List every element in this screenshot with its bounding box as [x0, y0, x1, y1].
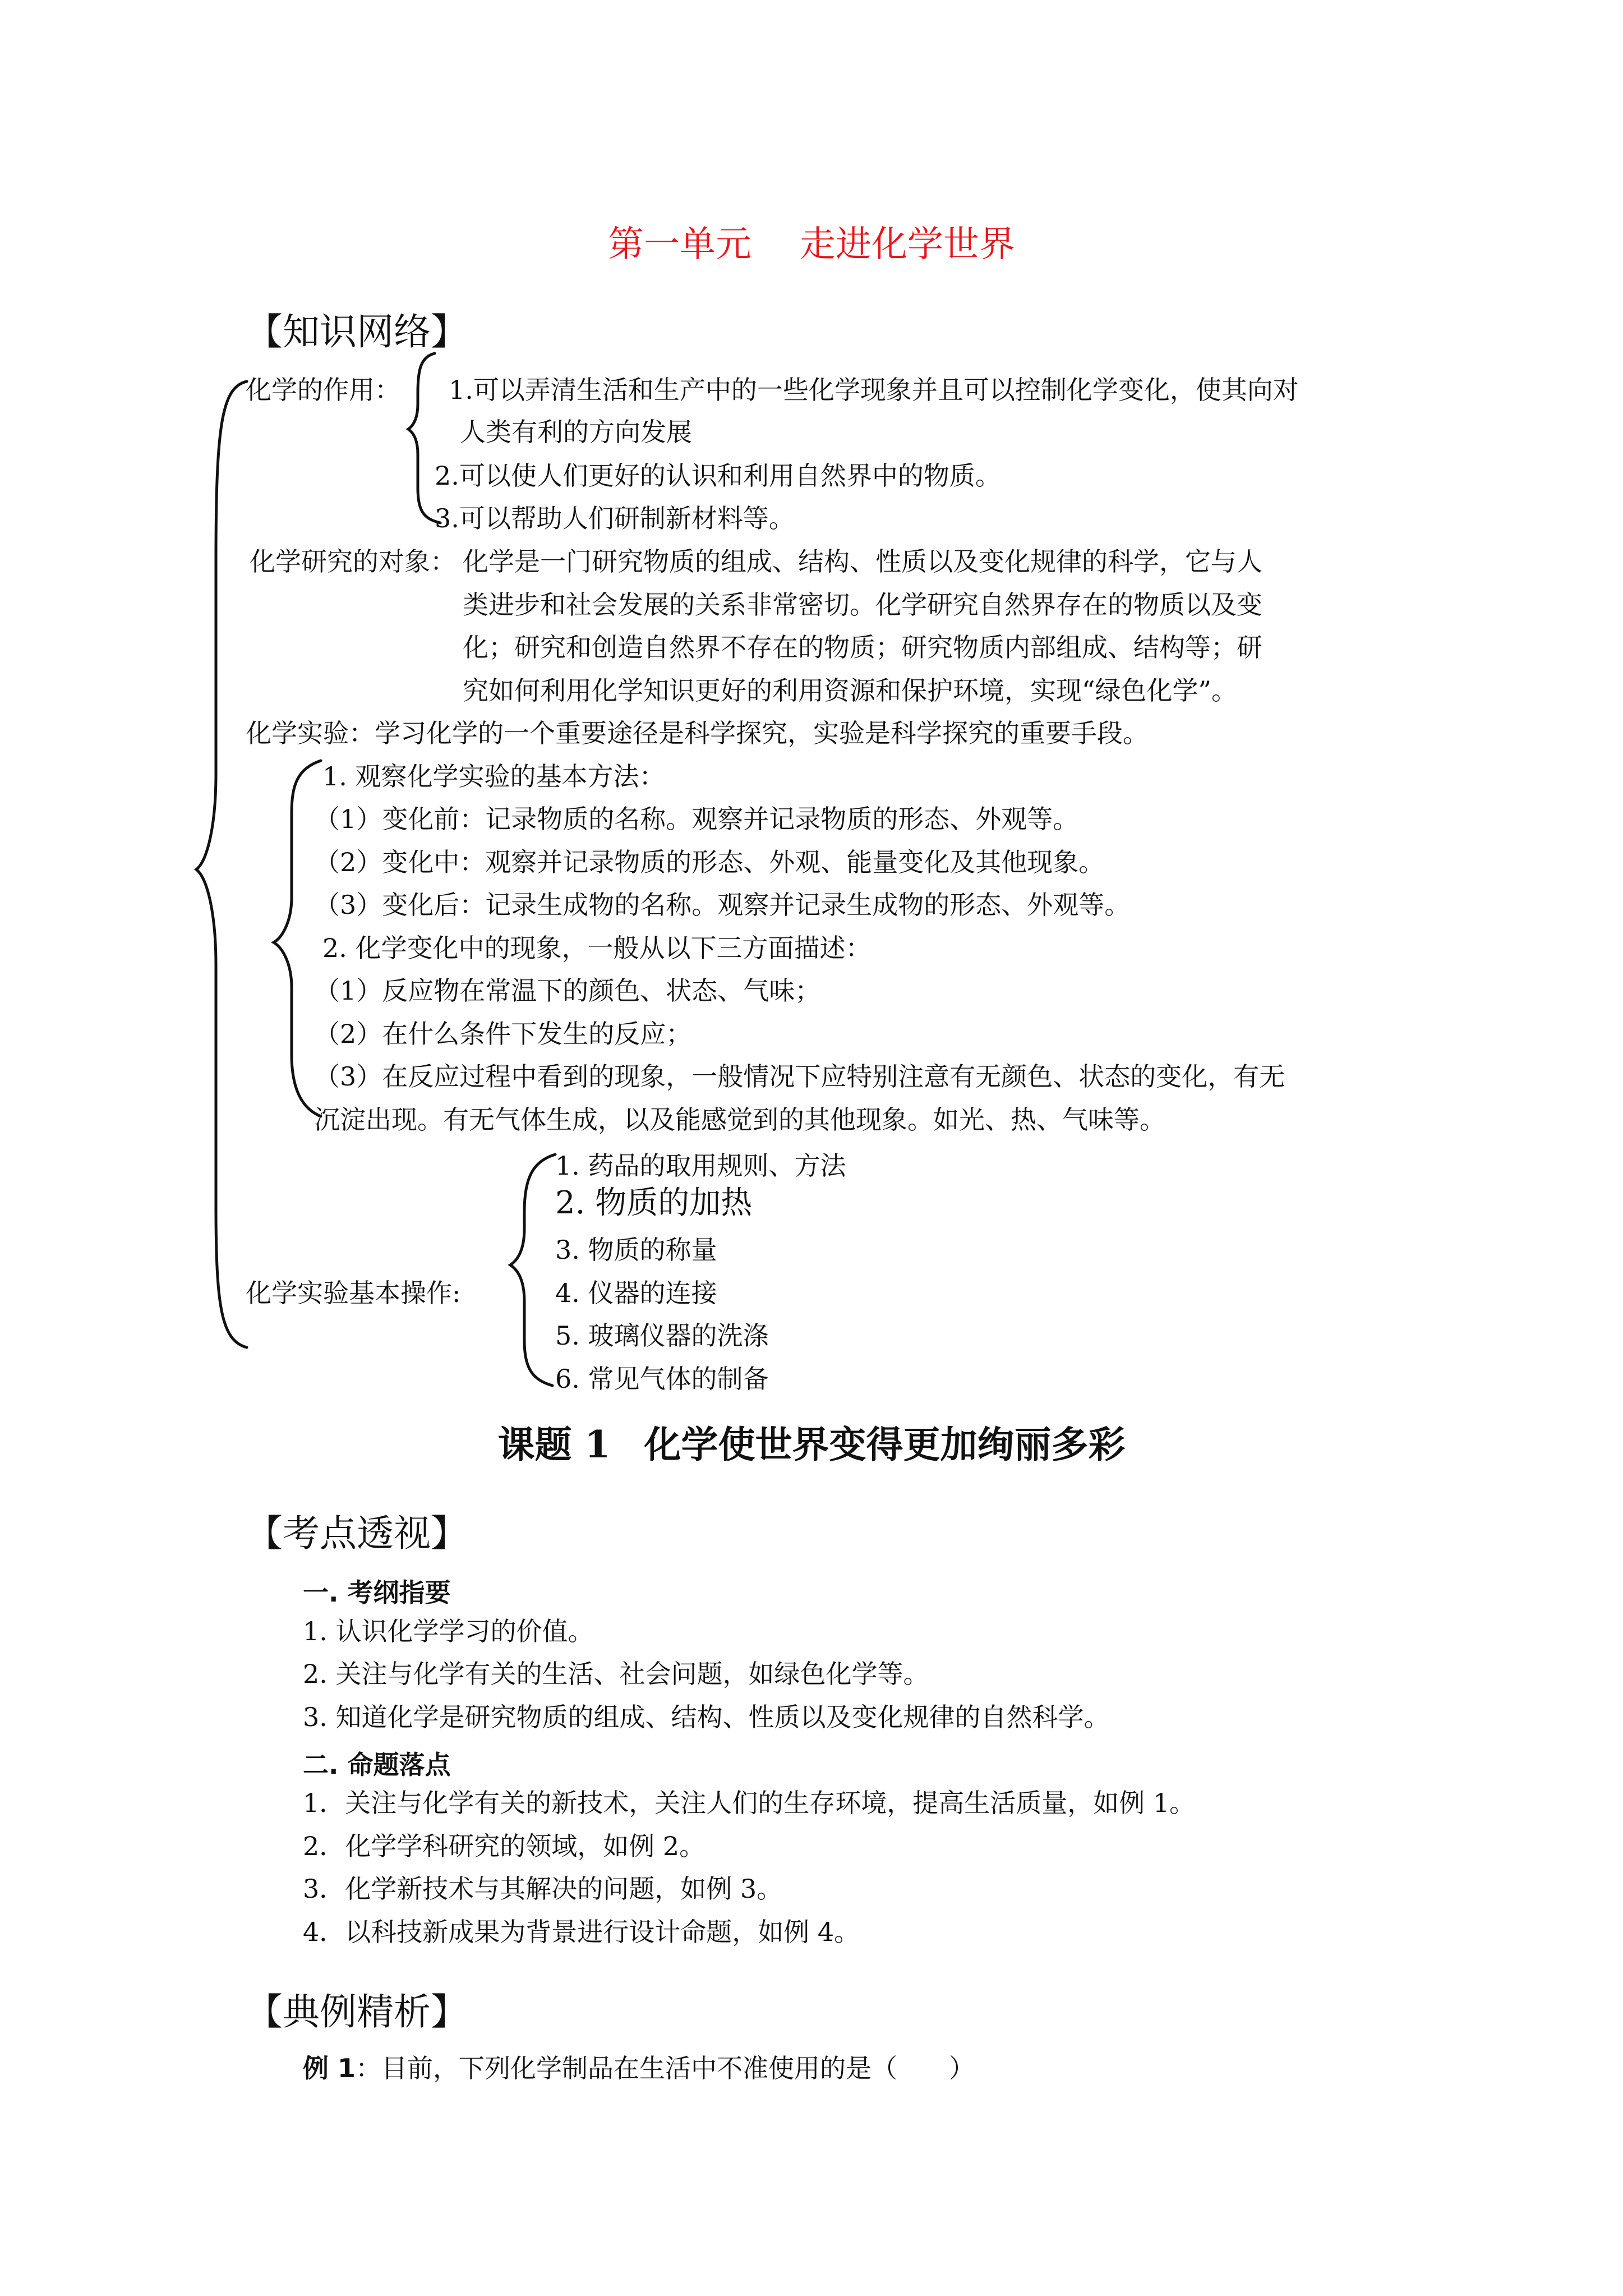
- object-line-3: 化；研究和创造自然界不存在的物质；研究物质内部组成、结构等；研: [463, 632, 1262, 662]
- outline-heading: 一. 考纲指要: [303, 1577, 451, 1608]
- main-brace: [196, 381, 247, 1347]
- role-label: 化学的作用：: [246, 375, 400, 405]
- examples-heading: 【典例精析】: [246, 1990, 468, 2033]
- operations-brace: [510, 1154, 555, 1386]
- point-item: 1．关注与化学有关的新技术，关注人们的生存环境，提高生活质量，如例 1。: [303, 1788, 1196, 1818]
- phenomena-conditions: （2）在什么条件下发生的反应；: [314, 1019, 692, 1049]
- example-1: [303, 2053, 975, 2084]
- object-line-4: 究如何利用化学知识更好的利用资源和保护环境，实现“绿色化学”。: [463, 675, 1238, 706]
- lesson-name: 化学使世界变得更加绚丽多彩: [644, 1423, 1126, 1466]
- phenomena-heading: 2. 化学变化中的现象，一般从以下三方面描述：: [322, 933, 872, 963]
- exam-focus-heading: 【考点透视】: [246, 1512, 468, 1555]
- object-line-1: 化学是一门研究物质的组成、结构、性质以及变化规律的科学，它与人: [463, 546, 1262, 577]
- knowledge-network-heading: 【知识网络】: [246, 310, 468, 353]
- role-item-3: 3.可以帮助人们研制新材料等。: [435, 503, 795, 533]
- operation-item: 6. 常见气体的制备: [555, 1364, 769, 1394]
- operation-item: 4. 仪器的连接: [555, 1278, 717, 1308]
- points-heading: 二. 命题落点: [303, 1750, 451, 1780]
- lesson-title: [0, 1415, 1623, 1468]
- example-1-question: ：目前，下列化学制品在生活中不准使用的是（ ）: [356, 2053, 975, 2083]
- observe-before: （1）变化前：记录物质的名称。观察并记录物质的形态、外观等。: [314, 804, 1079, 834]
- observe-after: （3）变化后：记录生成物的名称。观察并记录生成物的形态、外观等。: [314, 890, 1131, 920]
- unit-number: 第一单元: [608, 224, 751, 265]
- role-item-1-line-1: 1.可以弄清生活和生产中的一些化学现象并且可以控制化学变化，使其向对: [449, 375, 1299, 405]
- observe-during: （2）变化中：观察并记录物质的形态、外观、能量变化及其他现象。: [314, 847, 1105, 877]
- object-label: 化学研究的对象：: [250, 546, 456, 577]
- phenomena-reactants: （1）反应物在常温下的颜色、状态、气味；: [314, 976, 821, 1006]
- example-1-label: 例 1: [303, 2053, 356, 2083]
- operations-label: 化学实验基本操作:: [246, 1278, 461, 1308]
- phenomena-observed-line-2: 沉淀出现。有无气体生成，以及能感觉到的其他现象。如光、热、气味等。: [314, 1105, 1165, 1135]
- role-item-1-line-2: 人类有利的方向发展: [460, 417, 692, 447]
- point-item: 3．化学新技术与其解决的问题，如例 3。: [303, 1874, 783, 1904]
- object-line-2: 类进步和社会发展的关系非常密切。化学研究自然界存在的物质以及变: [463, 590, 1262, 620]
- outline-item: 3. 知道化学是研究物质的组成、结构、性质以及变化规律的自然科学。: [303, 1702, 1110, 1732]
- role-brace: [408, 353, 440, 523]
- point-item: 2．化学学科研究的领域，如例 2。: [303, 1831, 706, 1861]
- outline-item: 1. 认识化学学习的价值。: [303, 1616, 594, 1646]
- experiment-intro: 化学实验：学习化学的一个重要途径是科学探究，实验是科学探究的重要手段。: [246, 718, 1149, 748]
- operation-item: 3. 物质的称量: [555, 1235, 717, 1265]
- operation-item: 5. 玻璃仪器的洗涤: [555, 1320, 769, 1351]
- phenomena-observed-line-1: （3）在反应过程中看到的现象，一般情况下应特别注意有无颜色、状态的变化，有无: [314, 1061, 1285, 1092]
- lesson-number: 课题 1: [497, 1423, 611, 1466]
- role-item-2: 2.可以使人们更好的认识和利用自然界中的物质。: [435, 461, 1001, 491]
- operation-item: 1. 药品的取用规则、方法: [555, 1151, 846, 1181]
- outline-item: 2. 关注与化学有关的生活、社会问题，如绿色化学等。: [303, 1659, 929, 1689]
- unit-name: 走进化学世界: [800, 224, 1015, 265]
- operation-item: 2. 物质的加热: [555, 1185, 753, 1221]
- unit-title: [0, 215, 1623, 267]
- point-item: 4．以科技新成果为背景进行设计命题，如例 4。: [303, 1917, 860, 1947]
- observe-method-heading: 1. 观察化学实验的基本方法：: [322, 761, 665, 792]
